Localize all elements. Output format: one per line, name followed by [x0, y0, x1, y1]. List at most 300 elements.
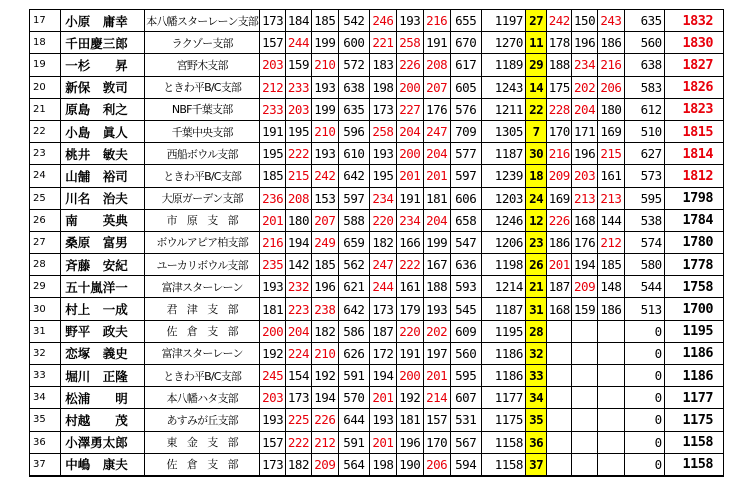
- series-total-cell: 670: [450, 32, 481, 54]
- table-row: [30, 387, 724, 409]
- branch-cell: 本八幡スターレーン支部: [145, 10, 260, 32]
- series-total-cell: 638: [338, 76, 369, 98]
- game-score-cell: 183: [369, 54, 396, 76]
- series-total-cell: 544: [624, 276, 664, 298]
- game-score-cell: 173: [286, 387, 312, 409]
- game-score-cell: 180: [597, 98, 624, 120]
- game-score-cell: [572, 320, 598, 342]
- game-score-cell: 201: [547, 254, 572, 276]
- game-score-cell: 204: [286, 320, 312, 342]
- game-score-cell: 212: [597, 231, 624, 253]
- series-total-cell: 594: [450, 453, 481, 476]
- rank-cell: 19: [30, 54, 61, 76]
- game-score-cell: 203: [572, 165, 598, 187]
- game-score-cell: [597, 409, 624, 431]
- table-row: [30, 10, 724, 32]
- game-score-cell: 186: [597, 298, 624, 320]
- game-score-cell: 185: [597, 254, 624, 276]
- game-score-cell: [572, 342, 598, 364]
- game-score-cell: [597, 453, 624, 476]
- interim-place-cell: 29: [525, 54, 547, 76]
- series-total-cell: 621: [338, 276, 369, 298]
- player-name-cell: 小原 庸幸: [61, 10, 145, 32]
- game-score-cell: 200: [260, 320, 286, 342]
- game-score-cell: 201: [423, 165, 450, 187]
- branch-cell: ボウルアピア柏支部: [145, 231, 260, 253]
- series-total-cell: 545: [450, 298, 481, 320]
- series-total-cell: 0: [624, 387, 664, 409]
- game-score-cell: 180: [286, 209, 312, 231]
- series-total-cell: 626: [338, 342, 369, 364]
- series-total-cell: 570: [338, 387, 369, 409]
- series-total-cell: 642: [338, 165, 369, 187]
- grand-total-cell: 1195: [664, 320, 723, 342]
- series-total-cell: 635: [624, 10, 664, 32]
- game-score-cell: 209: [572, 276, 598, 298]
- game-score-cell: 203: [260, 387, 286, 409]
- game-score-cell: 196: [396, 431, 423, 453]
- interim-place-cell: 18: [525, 165, 547, 187]
- rank-cell: 37: [30, 453, 61, 476]
- game-score-cell: 234: [572, 54, 598, 76]
- player-name-cell: 五十嵐洋一: [61, 276, 145, 298]
- interim-place-cell: 32: [525, 342, 547, 364]
- series-total-cell: 597: [450, 165, 481, 187]
- game-score-cell: [547, 431, 572, 453]
- interim-place-cell: 35: [525, 409, 547, 431]
- game-score-cell: 157: [260, 431, 286, 453]
- game-score-cell: 242: [547, 10, 572, 32]
- game-score-cell: 192: [311, 365, 338, 387]
- player-name-cell: 堀川 正隆: [61, 365, 145, 387]
- game-score-cell: 201: [369, 431, 396, 453]
- player-name-cell: 山舗 裕司: [61, 165, 145, 187]
- series-total-cell: 560: [624, 32, 664, 54]
- game-score-cell: 191: [260, 120, 286, 142]
- game-score-cell: 200: [396, 143, 423, 165]
- subtotal-cell: 1214: [481, 276, 525, 298]
- game-score-cell: 203: [286, 98, 312, 120]
- branch-cell: 西船ボウル支部: [145, 143, 260, 165]
- game-score-cell: [547, 453, 572, 476]
- player-name-cell: 小澤勇太郎: [61, 431, 145, 453]
- game-score-cell: 179: [396, 298, 423, 320]
- game-score-cell: 242: [311, 165, 338, 187]
- game-score-cell: [572, 409, 598, 431]
- table-row: [30, 409, 724, 431]
- subtotal-cell: 1186: [481, 342, 525, 364]
- game-score-cell: 186: [597, 32, 624, 54]
- rank-cell: 33: [30, 365, 61, 387]
- player-name-cell: 桃井 敏夫: [61, 143, 145, 165]
- game-score-cell: 199: [423, 231, 450, 253]
- branch-cell: 宮野木支部: [145, 54, 260, 76]
- game-score-cell: 193: [396, 10, 423, 32]
- series-total-cell: 605: [450, 76, 481, 98]
- game-score-cell: 213: [572, 187, 598, 209]
- rank-cell: 22: [30, 120, 61, 142]
- rank-cell: 20: [30, 76, 61, 98]
- game-score-cell: 249: [311, 231, 338, 253]
- branch-cell: ラクゾー支部: [145, 32, 260, 54]
- game-score-cell: 172: [369, 342, 396, 364]
- game-score-cell: 204: [396, 120, 423, 142]
- game-score-cell: 258: [369, 120, 396, 142]
- game-score-cell: 191: [396, 187, 423, 209]
- interim-place-cell: 12: [525, 209, 547, 231]
- grand-total-cell: 1177: [664, 387, 723, 409]
- game-score-cell: 196: [572, 143, 598, 165]
- game-score-cell: 212: [311, 431, 338, 453]
- game-score-cell: 226: [311, 409, 338, 431]
- subtotal-cell: 1186: [481, 365, 525, 387]
- game-score-cell: 246: [369, 10, 396, 32]
- branch-cell: ユーカリボウル支部: [145, 254, 260, 276]
- branch-cell: 佐 倉 支 部: [145, 320, 260, 342]
- game-score-cell: 247: [369, 254, 396, 276]
- interim-place-cell: 21: [525, 276, 547, 298]
- game-score-cell: 216: [597, 54, 624, 76]
- player-name-cell: 野平 政夫: [61, 320, 145, 342]
- series-total-cell: 607: [450, 387, 481, 409]
- subtotal-cell: 1206: [481, 231, 525, 253]
- game-score-cell: 213: [597, 187, 624, 209]
- game-score-cell: 193: [260, 276, 286, 298]
- series-total-cell: 542: [338, 10, 369, 32]
- game-score-cell: 220: [396, 320, 423, 342]
- game-score-cell: 186: [547, 231, 572, 253]
- series-total-cell: 642: [338, 298, 369, 320]
- table-row: [30, 298, 724, 320]
- grand-total-cell: 1158: [664, 453, 723, 476]
- player-name-cell: 中嶋 康夫: [61, 453, 145, 476]
- game-score-cell: 168: [572, 209, 598, 231]
- subtotal-cell: 1243: [481, 76, 525, 98]
- table-row: [30, 143, 724, 165]
- branch-cell: 富津スターレーン: [145, 276, 260, 298]
- grand-total-cell: 1186: [664, 365, 723, 387]
- grand-total-cell: 1830: [664, 32, 723, 54]
- series-total-cell: 597: [338, 187, 369, 209]
- series-total-cell: 659: [338, 231, 369, 253]
- rank-cell: 34: [30, 387, 61, 409]
- game-score-cell: 204: [572, 98, 598, 120]
- interim-place-cell: 34: [525, 387, 547, 409]
- grand-total-cell: 1814: [664, 143, 723, 165]
- series-total-cell: 577: [450, 143, 481, 165]
- game-score-cell: 199: [311, 98, 338, 120]
- player-name-cell: 村越 茂: [61, 409, 145, 431]
- game-score-cell: 181: [260, 298, 286, 320]
- interim-place-cell: 23: [525, 231, 547, 253]
- interim-place-cell: 11: [525, 32, 547, 54]
- series-total-cell: 606: [450, 187, 481, 209]
- game-score-cell: 209: [547, 165, 572, 187]
- subtotal-cell: 1239: [481, 165, 525, 187]
- rank-cell: 27: [30, 231, 61, 253]
- series-total-cell: 627: [624, 143, 664, 165]
- table-row: [30, 453, 724, 476]
- subtotal-cell: 1187: [481, 298, 525, 320]
- subtotal-cell: 1211: [481, 98, 525, 120]
- game-score-cell: 142: [286, 254, 312, 276]
- rank-cell: 17: [30, 10, 61, 32]
- game-score-cell: 228: [547, 98, 572, 120]
- game-score-cell: 227: [396, 98, 423, 120]
- game-score-cell: 202: [572, 76, 598, 98]
- series-total-cell: 591: [338, 365, 369, 387]
- player-name-cell: 桑原 富男: [61, 231, 145, 253]
- game-score-cell: 182: [369, 231, 396, 253]
- game-score-cell: 161: [396, 276, 423, 298]
- game-score-cell: 216: [260, 231, 286, 253]
- game-score-cell: 198: [369, 453, 396, 476]
- game-score-cell: 190: [396, 453, 423, 476]
- game-score-cell: 157: [260, 32, 286, 54]
- subtotal-cell: 1189: [481, 54, 525, 76]
- game-score-cell: 170: [423, 431, 450, 453]
- game-score-cell: 144: [597, 209, 624, 231]
- interim-place-cell: 22: [525, 98, 547, 120]
- table-row: [30, 209, 724, 231]
- branch-cell: ときわ平B/C支部: [145, 165, 260, 187]
- game-score-cell: 224: [286, 342, 312, 364]
- interim-place-cell: 30: [525, 143, 547, 165]
- game-score-cell: 154: [286, 365, 312, 387]
- game-score-cell: 173: [369, 98, 396, 120]
- game-score-cell: 188: [423, 276, 450, 298]
- game-score-cell: 220: [369, 209, 396, 231]
- grand-total-cell: 1827: [664, 54, 723, 76]
- series-total-cell: 0: [624, 320, 664, 342]
- player-name-cell: 新保 敦司: [61, 76, 145, 98]
- game-score-cell: 187: [547, 276, 572, 298]
- table-row: [30, 187, 724, 209]
- grand-total-cell: 1784: [664, 209, 723, 231]
- player-name-cell: 南 英典: [61, 209, 145, 231]
- subtotal-cell: 1270: [481, 32, 525, 54]
- game-score-cell: 210: [311, 342, 338, 364]
- game-score-cell: 191: [423, 32, 450, 54]
- game-score-cell: 200: [396, 365, 423, 387]
- game-score-cell: 173: [369, 298, 396, 320]
- branch-cell: ときわ平B/C支部: [145, 365, 260, 387]
- game-score-cell: 159: [286, 54, 312, 76]
- game-score-cell: [547, 342, 572, 364]
- game-score-cell: 157: [423, 409, 450, 431]
- series-total-cell: 531: [450, 409, 481, 431]
- game-score-cell: 201: [260, 209, 286, 231]
- game-score-cell: 258: [396, 32, 423, 54]
- game-score-cell: 193: [260, 409, 286, 431]
- branch-cell: 佐 倉 支 部: [145, 453, 260, 476]
- series-total-cell: 593: [450, 276, 481, 298]
- rank-cell: 30: [30, 298, 61, 320]
- game-score-cell: 181: [423, 187, 450, 209]
- series-total-cell: 564: [338, 453, 369, 476]
- game-score-cell: 176: [572, 231, 598, 253]
- series-total-cell: 596: [338, 120, 369, 142]
- series-total-cell: 635: [338, 98, 369, 120]
- game-score-cell: 235: [260, 254, 286, 276]
- series-total-cell: 574: [624, 231, 664, 253]
- grand-total-cell: 1798: [664, 187, 723, 209]
- series-total-cell: 580: [624, 254, 664, 276]
- interim-place-cell: 7: [525, 120, 547, 142]
- game-score-cell: 195: [369, 165, 396, 187]
- game-score-cell: 209: [311, 453, 338, 476]
- series-total-cell: 547: [450, 231, 481, 253]
- branch-cell: あすみが丘支部: [145, 409, 260, 431]
- game-score-cell: 168: [547, 298, 572, 320]
- interim-place-cell: 31: [525, 298, 547, 320]
- game-score-cell: 233: [260, 98, 286, 120]
- subtotal-cell: 1246: [481, 209, 525, 231]
- game-score-cell: 200: [396, 76, 423, 98]
- game-score-cell: [597, 320, 624, 342]
- game-score-cell: 201: [423, 365, 450, 387]
- grand-total-cell: 1700: [664, 298, 723, 320]
- subtotal-cell: 1195: [481, 320, 525, 342]
- game-score-cell: [597, 365, 624, 387]
- table-row: [30, 342, 724, 364]
- series-total-cell: 572: [338, 54, 369, 76]
- series-total-cell: 510: [624, 120, 664, 142]
- series-total-cell: 576: [450, 98, 481, 120]
- table-row: [30, 165, 724, 187]
- game-score-cell: [572, 365, 598, 387]
- game-score-cell: 244: [286, 32, 312, 54]
- series-total-cell: 609: [450, 320, 481, 342]
- interim-place-cell: 24: [525, 187, 547, 209]
- table-row: [30, 120, 724, 142]
- series-total-cell: 636: [450, 254, 481, 276]
- rank-cell: 18: [30, 32, 61, 54]
- player-name-cell: 千田慶三郎: [61, 32, 145, 54]
- game-score-cell: [597, 342, 624, 364]
- rank-cell: 21: [30, 98, 61, 120]
- game-score-cell: 223: [286, 298, 312, 320]
- player-name-cell: 原島 利之: [61, 98, 145, 120]
- table-row: [30, 54, 724, 76]
- series-total-cell: 0: [624, 453, 664, 476]
- branch-cell: 東 金 支 部: [145, 431, 260, 453]
- game-score-cell: 225: [286, 409, 312, 431]
- game-score-cell: 212: [260, 76, 286, 98]
- series-total-cell: 513: [624, 298, 664, 320]
- branch-cell: NBF千葉支部: [145, 98, 260, 120]
- rank-cell: 36: [30, 431, 61, 453]
- game-score-cell: 188: [547, 54, 572, 76]
- game-score-cell: 195: [286, 120, 312, 142]
- subtotal-cell: 1177: [481, 387, 525, 409]
- game-score-cell: 148: [597, 276, 624, 298]
- game-score-cell: 185: [311, 10, 338, 32]
- rank-cell: 28: [30, 254, 61, 276]
- game-score-cell: 166: [396, 231, 423, 253]
- grand-total-cell: 1158: [664, 431, 723, 453]
- interim-place-cell: 33: [525, 365, 547, 387]
- game-score-cell: 195: [260, 143, 286, 165]
- game-score-cell: 194: [311, 387, 338, 409]
- game-score-cell: 222: [286, 143, 312, 165]
- branch-cell: 市 原 支 部: [145, 209, 260, 231]
- game-score-cell: 238: [311, 298, 338, 320]
- table-row: [30, 254, 724, 276]
- grand-total-cell: 1758: [664, 276, 723, 298]
- grand-total-cell: 1812: [664, 165, 723, 187]
- game-score-cell: 184: [286, 10, 312, 32]
- game-score-cell: 175: [547, 76, 572, 98]
- game-score-cell: 153: [311, 187, 338, 209]
- game-score-cell: 191: [396, 342, 423, 364]
- table-row: [30, 231, 724, 253]
- series-total-cell: 591: [338, 431, 369, 453]
- game-score-cell: [547, 320, 572, 342]
- series-total-cell: 0: [624, 365, 664, 387]
- game-score-cell: 192: [260, 342, 286, 364]
- game-score-cell: 196: [311, 276, 338, 298]
- game-score-cell: 201: [396, 165, 423, 187]
- series-total-cell: 658: [450, 209, 481, 231]
- interim-place-cell: 14: [525, 76, 547, 98]
- game-score-cell: 206: [423, 453, 450, 476]
- grand-total-cell: 1832: [664, 10, 723, 32]
- game-score-cell: 207: [311, 209, 338, 231]
- game-score-cell: 207: [423, 76, 450, 98]
- game-score-cell: 173: [260, 10, 286, 32]
- branch-cell: 君 津 支 部: [145, 298, 260, 320]
- rank-cell: 24: [30, 165, 61, 187]
- game-score-cell: [547, 409, 572, 431]
- game-score-cell: 214: [423, 387, 450, 409]
- series-total-cell: 560: [450, 342, 481, 364]
- game-score-cell: 194: [369, 365, 396, 387]
- game-score-cell: 193: [311, 76, 338, 98]
- game-score-cell: 226: [547, 209, 572, 231]
- branch-cell: ときわ平B/C支部: [145, 76, 260, 98]
- grand-total-cell: 1175: [664, 409, 723, 431]
- grand-total-cell: 1826: [664, 76, 723, 98]
- game-score-cell: 181: [396, 409, 423, 431]
- interim-place-cell: 36: [525, 431, 547, 453]
- game-score-cell: 194: [286, 231, 312, 253]
- game-score-cell: 192: [396, 387, 423, 409]
- subtotal-cell: 1203: [481, 187, 525, 209]
- grand-total-cell: 1823: [664, 98, 723, 120]
- game-score-cell: 226: [396, 54, 423, 76]
- branch-cell: 富津スターレーン: [145, 342, 260, 364]
- table-row: [30, 365, 724, 387]
- game-score-cell: 169: [547, 187, 572, 209]
- series-total-cell: 0: [624, 409, 664, 431]
- game-score-cell: 194: [572, 254, 598, 276]
- series-total-cell: 562: [338, 254, 369, 276]
- series-total-cell: 610: [338, 143, 369, 165]
- table-row: [30, 76, 724, 98]
- subtotal-cell: 1158: [481, 431, 525, 453]
- series-total-cell: 586: [338, 320, 369, 342]
- series-total-cell: 538: [624, 209, 664, 231]
- grand-total-cell: 1778: [664, 254, 723, 276]
- game-score-cell: 234: [369, 187, 396, 209]
- game-score-cell: [572, 431, 598, 453]
- interim-place-cell: 27: [525, 10, 547, 32]
- rank-cell: 25: [30, 187, 61, 209]
- subtotal-cell: 1158: [481, 453, 525, 476]
- series-total-cell: 655: [450, 10, 481, 32]
- game-score-cell: [547, 387, 572, 409]
